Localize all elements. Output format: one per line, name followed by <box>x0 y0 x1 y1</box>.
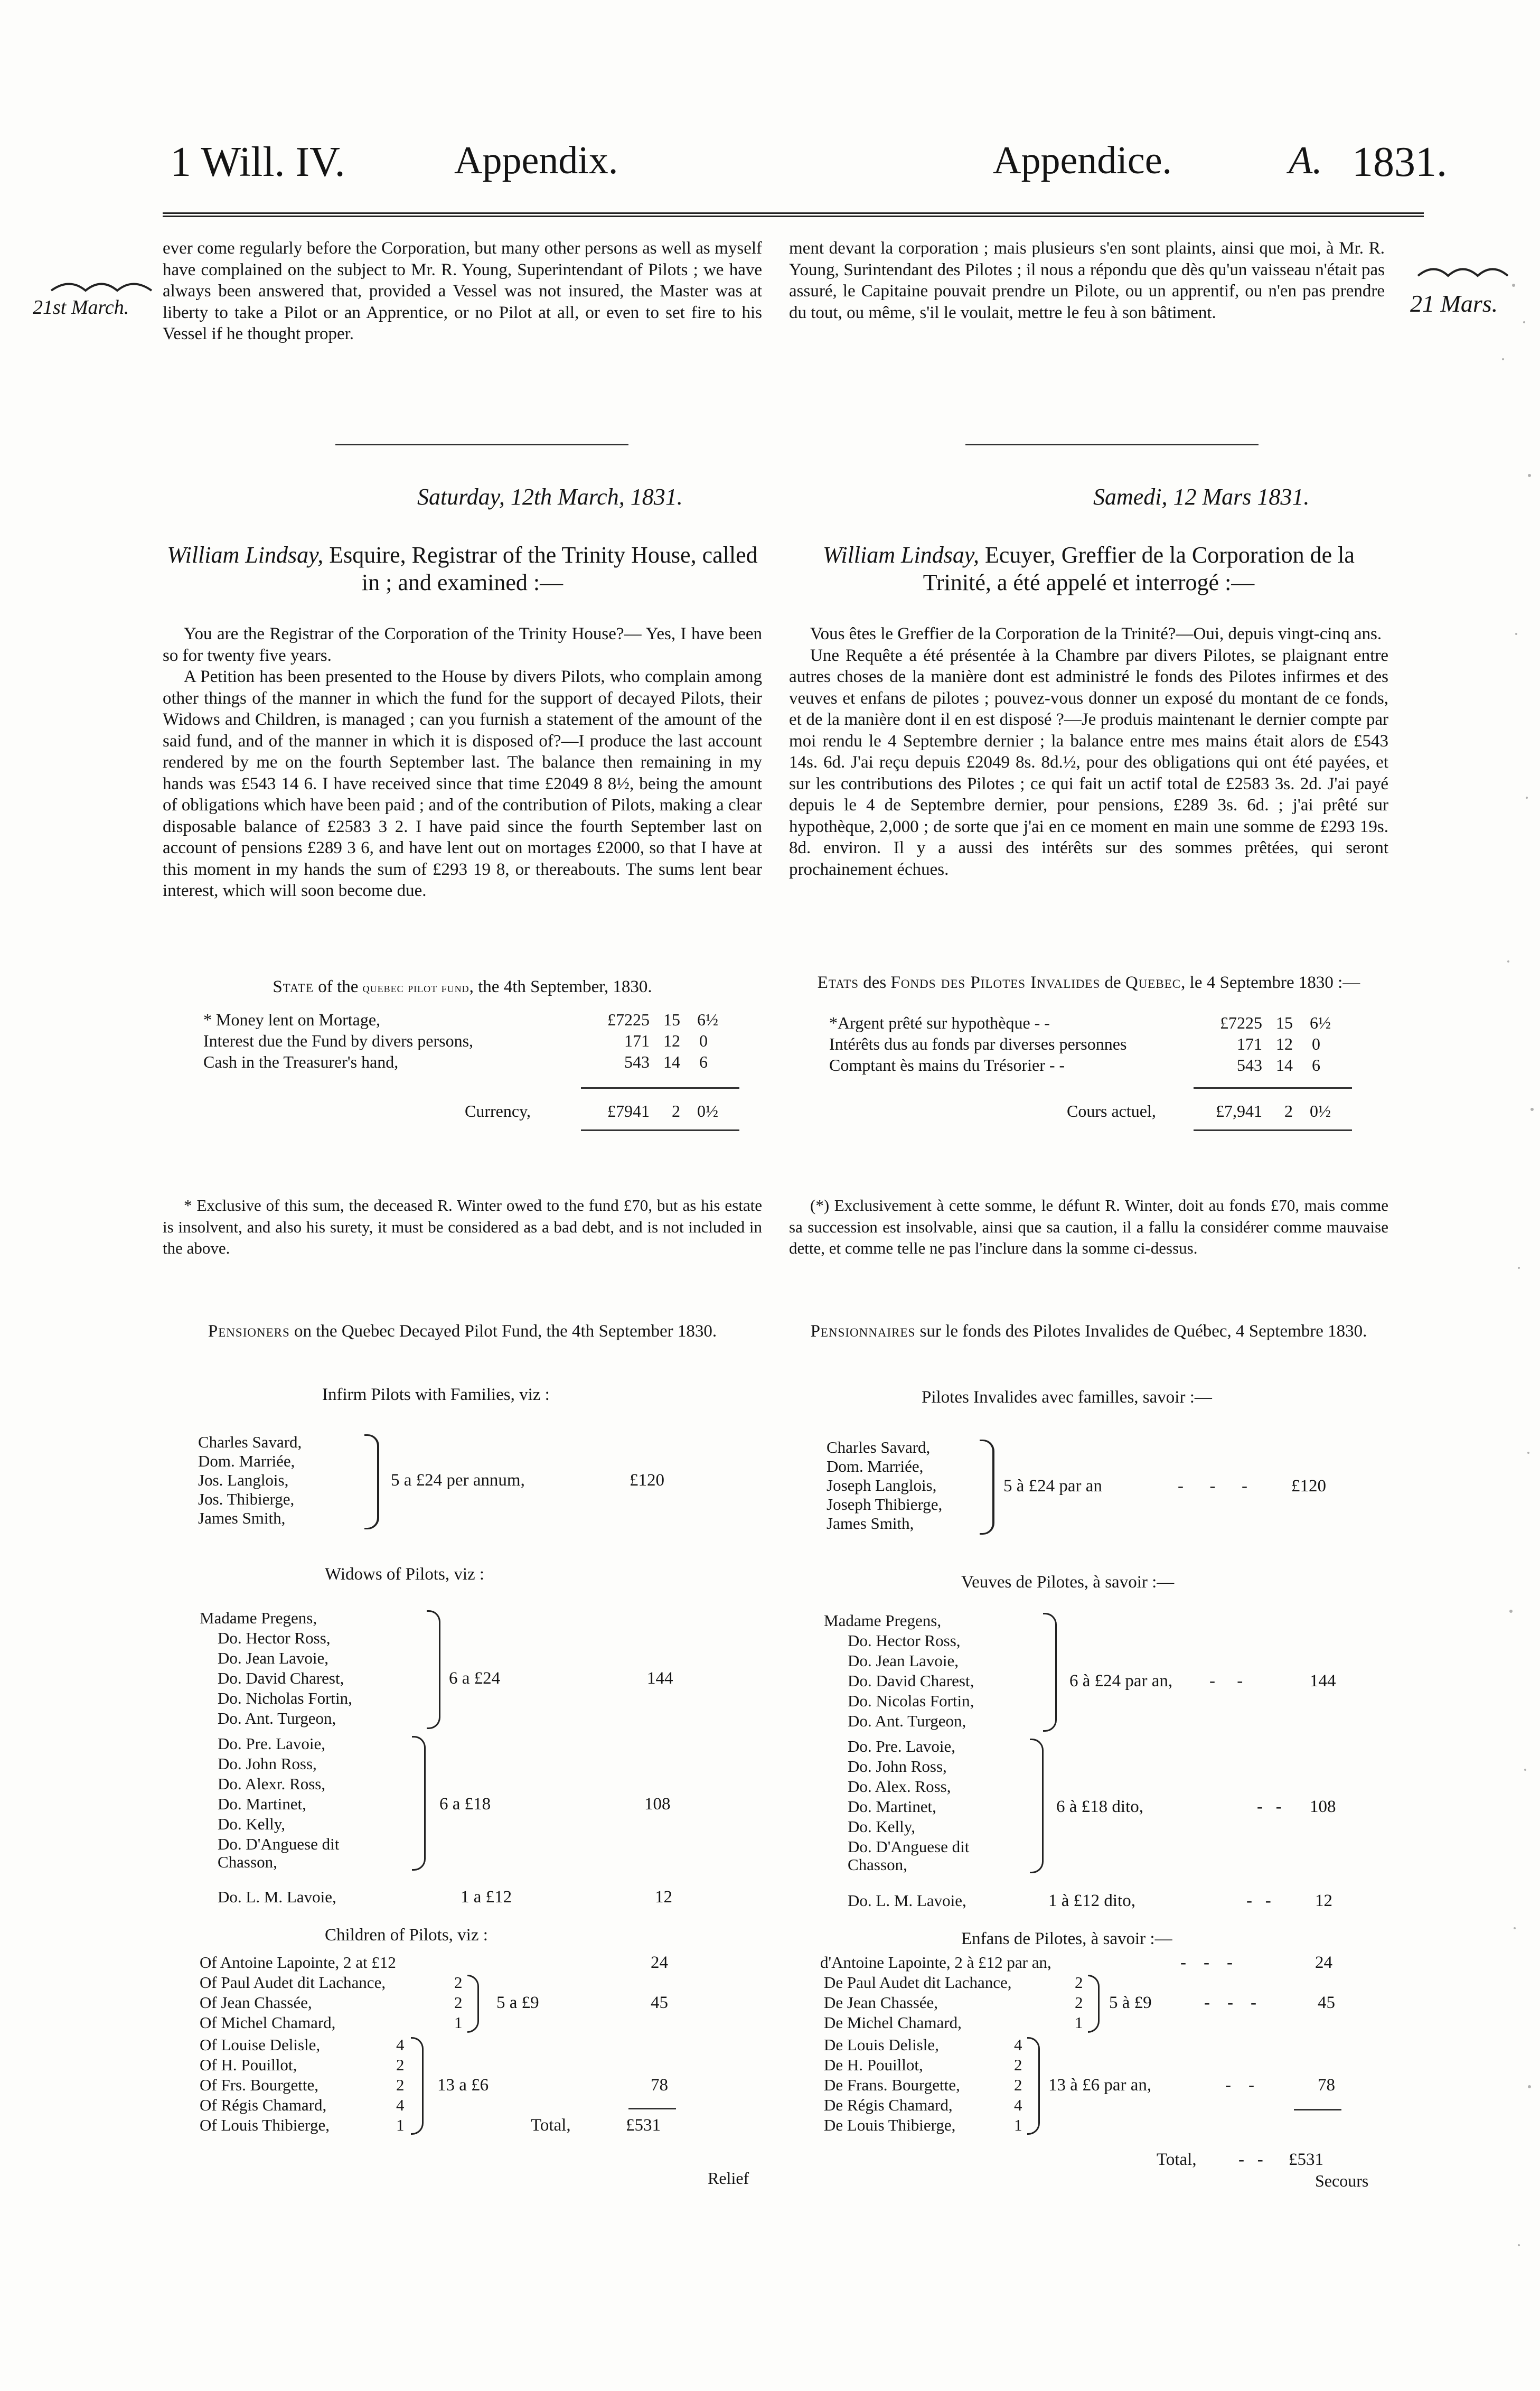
english-witness-description: Esquire, Registrar of the Trinity House, called in ; and examined :— <box>323 542 758 595</box>
english-widow-name: Do. Martinet, <box>218 1795 306 1813</box>
french-appendix-title: Appendice. <box>993 139 1172 182</box>
french-widow-name: Do. Nicolas Fortin, <box>848 1692 974 1710</box>
french-child-row-a: d'Antoine Lapointe, 2 à £12 par an, <box>820 1953 1051 1972</box>
english-widow-name: Do. Pre. Lavoie, <box>218 1734 326 1753</box>
french-pensioners-title-b: sur le fonds des Pilotes Invalides de Québec, 4 Septembre 1830. <box>915 1322 1367 1341</box>
english-fund-total-pounds: £7941 <box>607 1101 650 1120</box>
french-children-c-brace <box>1027 2037 1040 2135</box>
french-infirm-name: Joseph Langlois, <box>827 1476 937 1495</box>
english-child-count: 2 <box>454 1973 463 1992</box>
french-fund-title <box>789 972 1388 993</box>
french-fund-row-1-pounds: £7225 <box>1220 1013 1262 1032</box>
french-fund-row-2-pence: 0 <box>1312 1034 1320 1053</box>
french-widow-name: Do. Hector Ross, <box>848 1631 961 1650</box>
english-infirm-brace <box>364 1434 379 1529</box>
english-widows-b-total: 108 <box>644 1795 671 1814</box>
english-widow-name: Madame Pregens, <box>200 1609 317 1627</box>
french-infirm-name: Joseph Thibierge, <box>827 1495 943 1514</box>
french-widow-name: Do. Kelly, <box>848 1817 915 1836</box>
english-testimony <box>163 623 762 902</box>
english-widow-name: Do. Nicholas Fortin, <box>218 1689 352 1707</box>
english-child-count: 2 <box>396 2056 405 2074</box>
page-edge-speckle <box>1466 0 1540 2391</box>
english-fund-title-a: State <box>273 977 314 996</box>
french-widows-a-brace <box>1043 1613 1057 1732</box>
right-margin-date: 21 Mars. <box>1410 290 1498 317</box>
english-widow-name: Chasson, <box>218 1853 277 1871</box>
english-widow-name: Do. Jean Lavoie, <box>218 1649 329 1667</box>
english-fund-row-2-shillings: 12 <box>663 1031 680 1050</box>
english-children-c-brace <box>411 2037 424 2135</box>
english-grand-total: £531 <box>626 2116 661 2135</box>
french-child-count: 1 <box>1075 2013 1083 2032</box>
english-infirm-rate: 5 a £24 per annum, <box>391 1471 525 1490</box>
french-widow-name: Madame Pregens, <box>824 1611 942 1630</box>
french-infirm-rate: 5 à £24 par an <box>1003 1477 1102 1496</box>
english-infirm-name: Jos. Thibierge, <box>198 1490 295 1508</box>
french-child-name: De Frans. Bourgette, <box>824 2076 960 2094</box>
french-fund-total-shillings: 2 <box>1284 1101 1293 1120</box>
french-children-b-dashes: - - - <box>1204 1993 1256 2012</box>
english-appendix-title: Appendix. <box>454 139 618 182</box>
french-widow-name: Do. Alex. Ross, <box>848 1777 951 1796</box>
french-widows-c-rate: 1 à £12 dito, <box>1048 1891 1135 1910</box>
english-infirm-name: Charles Savard, <box>198 1433 302 1451</box>
french-fund-row-1-shillings: 15 <box>1276 1013 1293 1032</box>
english-fund-row-2-label: Interest due the Fund by divers persons, <box>203 1031 474 1050</box>
french-witness-description: Ecuyer, Greffier de la Corporation de la Trinité, a été appelé et interrogé :— <box>923 542 1355 595</box>
english-child-count: 4 <box>396 2096 405 2114</box>
french-child-count: 4 <box>1014 2096 1022 2114</box>
french-child-count: 2 <box>1014 2076 1022 2094</box>
english-widow-name: Do. Kelly, <box>218 1815 285 1833</box>
appendix-letter: A. <box>1289 139 1322 182</box>
session-header: 1 Will. IV. <box>170 139 345 185</box>
french-witness-heading <box>789 541 1388 596</box>
english-fund-row-1-pounds: £7225 <box>607 1010 650 1029</box>
english-fund-title-b: of the <box>314 977 363 996</box>
french-child-count: 2 <box>1075 1973 1083 1992</box>
english-widows-a-rate: 6 a £24 <box>449 1669 501 1688</box>
french-child-name: De Paul Audet dit Lachance, <box>824 1973 1012 1992</box>
english-child-name: Of H. Pouillot, <box>200 2056 297 2074</box>
french-widow-name: Do. Martinet, <box>848 1797 936 1816</box>
intro-french-text: ment devant la corporation ; mais plusieurs s'en sont plaints, ainsi que moi, à Mr. R. Young, Surintendant des Pilotes ; il nous a répondu que dès qu'un vaisseau n'était pas assuré, le Capitaine pouvait prendre un Pilote, ou un apprentif, ou n'en pas prendre du tout, ou même, s'il le voulait, mettre le feu à son bâtiment. <box>789 239 1385 322</box>
english-fund-title-d: , the 4th September, 1830. <box>469 977 652 996</box>
french-infirm-brace <box>980 1440 994 1535</box>
english-widows-a-total: 144 <box>647 1669 673 1688</box>
english-widow-name: Do. D'Anguese dit <box>218 1835 340 1853</box>
french-child-count: 2 <box>1014 2056 1022 2074</box>
french-infirm-dashes: - - - <box>1178 1477 1247 1496</box>
english-infirm-heading: Infirm Pilots with Families, viz : <box>322 1385 550 1404</box>
french-children-b-rate: 5 à £9 <box>1109 1993 1152 2012</box>
english-widows-heading: Widows of Pilots, viz : <box>325 1565 485 1584</box>
english-children-b-brace <box>467 1975 479 2033</box>
english-footnote-text: * Exclusive of this sum, the deceased R. Winter owed to the fund £70, but as his estate is insolvent, and also his surety, it must be considered as a bad debt, and is not included in the above. <box>163 1196 762 1257</box>
english-child-count: 1 <box>396 2116 405 2134</box>
english-widows-a-brace <box>427 1610 440 1729</box>
english-fund-row-2-pounds: 171 <box>624 1031 650 1050</box>
french-widow-name: Do. Pre. Lavoie, <box>848 1737 956 1755</box>
french-infirm-name: Dom. Marriée, <box>827 1457 924 1475</box>
header-year: 1831. <box>1352 139 1447 185</box>
english-children-heading: Children of Pilots, viz : <box>325 1926 488 1945</box>
section-rule-right <box>965 444 1259 445</box>
french-widow-name: Do. Jean Lavoie, <box>848 1651 959 1670</box>
english-fund-sum-rule <box>581 1087 739 1089</box>
english-child-name: Of Louis Thibierge, <box>200 2116 330 2134</box>
french-dateline: Samedi, 12 Mars 1831. <box>1093 484 1310 510</box>
french-child-count: 4 <box>1014 2035 1022 2054</box>
french-fund-sum-rule <box>1194 1087 1352 1089</box>
english-fund-row-1-label: * Money lent on Mortage, <box>203 1010 381 1029</box>
header-rule <box>163 212 1424 217</box>
left-margin-date: 21st March. <box>33 296 129 319</box>
french-widows-c-total: 12 <box>1315 1891 1332 1910</box>
english-widow-name: Do. David Charest, <box>218 1669 344 1687</box>
french-widow-name: Do. Ant. Turgeon, <box>848 1712 966 1730</box>
english-child-name: Of Louise Delisle, <box>200 2035 321 2054</box>
english-child-count: 1 <box>454 2013 463 2032</box>
french-pensioners-title-a: Pensionnaires <box>810 1322 916 1341</box>
french-fund-title-f: , le 4 Septembre 1830 :— <box>1181 973 1360 992</box>
english-infirm-name: Dom. Marriée, <box>198 1452 295 1470</box>
english-widows-b-brace <box>412 1736 426 1871</box>
intro-english <box>163 238 762 345</box>
french-fund-row-1-pence: 6½ <box>1310 1013 1331 1032</box>
french-fund-title-e: Quebec <box>1125 973 1181 992</box>
french-fund-row-2-pounds: 171 <box>1237 1034 1262 1053</box>
english-infirm-name: Jos. Langlois, <box>198 1471 289 1489</box>
english-pensioners-title <box>163 1321 762 1342</box>
english-children-c-total: 78 <box>651 2076 668 2095</box>
french-total-label: Total, <box>1157 2150 1197 2169</box>
english-widow-name: Do. L. M. Lavoie, <box>218 1888 336 1906</box>
french-child-a-total: 24 <box>1315 1953 1332 1972</box>
intro-french <box>789 238 1385 323</box>
french-children-b-total: 45 <box>1318 1993 1335 2012</box>
english-fund-row-1-pence: 6½ <box>697 1010 718 1029</box>
english-infirm-total: £120 <box>630 1471 664 1490</box>
english-fund-row-1-shillings: 15 <box>663 1010 680 1029</box>
english-widow-name: Do. John Ross, <box>218 1754 317 1773</box>
french-widows-b-total: 108 <box>1310 1797 1336 1816</box>
french-infirm-total: £120 <box>1291 1477 1326 1496</box>
french-fund-row-3-pence: 6 <box>1312 1056 1320 1075</box>
french-widow-name: Chasson, <box>848 1855 907 1874</box>
french-widows-b-rate: 6 à £18 dito, <box>1056 1797 1143 1816</box>
english-child-name: Of Paul Audet dit Lachance, <box>200 1973 386 1992</box>
english-widow-name: Do. Hector Ross, <box>218 1629 331 1647</box>
english-fund-row-3-pounds: 543 <box>624 1052 650 1071</box>
french-child-count: 1 <box>1014 2116 1022 2134</box>
english-child-count: 4 <box>396 2035 405 2054</box>
english-child-row-a: Of Antoine Lapointe, 2 at £12 <box>200 1953 396 1972</box>
french-fund-title-b: des <box>859 973 891 992</box>
french-fund-row-1-label: *Argent prêté sur hypothèque - - <box>829 1013 1050 1032</box>
french-total-dashes: - - <box>1238 2150 1263 2169</box>
french-widows-b-dashes: - - <box>1257 1797 1282 1816</box>
english-fund-title-c: quebec pilot fund <box>362 980 469 995</box>
english-fund-total-shillings: 2 <box>672 1101 680 1120</box>
english-footnote <box>163 1195 762 1259</box>
english-fund-row-2-pence: 0 <box>699 1031 708 1050</box>
english-child-name: Of Michel Chamard, <box>200 2013 336 2032</box>
intro-english-text: ever come regularly before the Corporation, but many other persons as well as myself have complained on the subject to Mr. R. Young, Superintendant of Pilots ; we have always been answered that, provided a Vessel was not insured, the Master was at liberty to take a Pilot or an Apprentice, or no Pilot at all, or even to set fire to his Vessel if he thought proper. <box>163 239 762 343</box>
french-child-name: De Louis Thibierge, <box>824 2116 956 2134</box>
english-children-total-rule <box>628 2108 676 2109</box>
french-widows-b-brace <box>1030 1739 1044 1873</box>
french-pensioners-title <box>789 1321 1388 1342</box>
french-child-a-dashes: - - - <box>1180 1953 1233 1972</box>
english-widow-name: Do. Ant. Turgeon, <box>218 1709 336 1727</box>
french-children-c-total: 78 <box>1318 2076 1335 2095</box>
french-fund-row-2-shillings: 12 <box>1276 1034 1293 1053</box>
french-widow-name: Do. D'Anguese dit <box>848 1837 970 1856</box>
french-fund-row-2-label: Intérêts dus au fonds par diverses personnes <box>829 1034 1127 1053</box>
english-widow-name: Do. Alexr. Ross, <box>218 1774 326 1793</box>
english-child-name: Of Frs. Bourgette, <box>200 2076 319 2094</box>
english-children-c-rate: 13 a £6 <box>437 2076 489 2095</box>
section-rule-left <box>335 444 628 445</box>
french-infirm-heading: Pilotes Invalides avec familles, savoir :— <box>922 1388 1212 1407</box>
english-pensioners-title-b: on the Quebec Decayed Pilot Fund, the 4th September 1830. <box>289 1322 717 1341</box>
french-widows-c-dashes: - - <box>1246 1891 1271 1910</box>
english-question-2: A Petition has been presented to the House by divers Pilots, who complain among other things of the manner in which the fund for the support of decayed Pilots, their Widows and Children, is managed ; can you furnish a statement of the amount of the said fund, and of the manner in which it is disposed of?—I produce the last account rendered by me on the fourth September last. The balance then remaining in my hands was £543 14 6. I have received since that time £2049 8 8½, being the amount of obligations which have been paid ; and of the contribution of Pilots, making a clear disposable balance of £2583 3 2. I have paid since the fourth September last on account of pensions £289 3 6, and have lent out on mortages £2000, so that I have at this moment in my hands the sum of £293 19 8, or thereabouts. The sums lent bear interest, which will soon become due. <box>163 667 762 900</box>
english-pensioners-title-a: Pensioners <box>208 1322 290 1341</box>
french-fund-row-3-pounds: 543 <box>1237 1056 1262 1075</box>
french-widows-a-dashes: - - <box>1209 1671 1243 1690</box>
french-child-name: De Régis Chamard, <box>824 2096 953 2114</box>
french-widows-a-rate: 6 à £24 par an, <box>1069 1671 1173 1690</box>
english-fund-total-pence: 0½ <box>697 1101 718 1120</box>
french-fund-total-pounds: £7,941 <box>1216 1101 1262 1120</box>
french-fund-row-3-shillings: 14 <box>1276 1056 1293 1075</box>
french-child-name: De Michel Chamard, <box>824 2013 962 2032</box>
english-catchword: Relief <box>708 2169 749 2188</box>
english-widows-c-rate: 1 a £12 <box>461 1888 512 1907</box>
french-fund-total-label: Cours actuel, <box>1067 1101 1156 1120</box>
french-child-count: 2 <box>1075 1993 1083 2012</box>
english-widows-b-rate: 6 a £18 <box>439 1795 491 1814</box>
french-widows-a-total: 144 <box>1310 1671 1336 1690</box>
french-testimony <box>789 623 1388 880</box>
french-fund-total-pence: 0½ <box>1310 1101 1331 1120</box>
french-child-name: De Louis Delisle, <box>824 2035 939 2054</box>
english-witness-name: William Lindsay, <box>167 542 324 568</box>
french-question-2: Une Requête a été présentée à la Chambre par divers Pilotes, se plaignant entre autres choses de la manière dont est administré le fonds des Pilotes infirmes et des veuves et enfans de pilotes ; pouvez-vous donner un exposé du montant de ce fonds, et de la manière dont il en est disposé ?—Je produis maintenant le dernier compte par moi rendu le 4 Septembre dernier ; la balance entre mes mains était alors de £543 14s. 6d. J'ai reçu depuis £2049 8s. 8d.½, pour des obligations qui ont été payées, et sur les contributions des Pilotes ; ce qui fait un actif total de £2583 3s. 2d. J'ai payé depuis le 4 de Septembre dernier, pour pensions, £289 3s. 6d. ; j'ai prêté sur hypothèque, 2,000 ; de sorte que j'ai en ce moment en main une somme de £293 19s. 8d. environ. Il y a aussi des intérêts sur des sommes prêtées, qui seront prochainement échues. <box>789 646 1388 879</box>
french-children-heading: Enfans de Pilotes, à savoir :— <box>961 1929 1172 1948</box>
english-question-1: You are the Registrar of the Corporation of the Trinity House?— Yes, I have been so for twenty five years. <box>163 624 762 665</box>
french-footnote <box>789 1195 1388 1259</box>
french-fund-title-a: Etats <box>817 973 859 992</box>
english-infirm-name: James Smith, <box>198 1509 286 1527</box>
english-fund-total-rule <box>581 1129 739 1131</box>
english-total-label: Total, <box>531 2116 571 2135</box>
french-child-name: De H. Pouillot, <box>824 2056 923 2074</box>
english-widows-c-total: 12 <box>655 1888 672 1907</box>
french-child-name: De Jean Chassée, <box>824 1993 938 2012</box>
french-footnote-text: (*) Exclusivement à cette somme, le défunt R. Winter, doit au fonds £70, mais comme sa succession est insolvable, ainsi que sa caution, il a fallu la considérer comme mauvaise dette, et comme telle ne pas l'inclure dans la somme ci-dessus. <box>789 1196 1388 1257</box>
english-fund-total-label: Currency, <box>465 1101 531 1120</box>
french-witness-name: William Lindsay, <box>823 542 979 568</box>
french-widow-name: Do. L. M. Lavoie, <box>848 1891 966 1910</box>
english-dateline: Saturday, 12th March, 1831. <box>417 484 683 510</box>
french-grand-total: £531 <box>1289 2150 1323 2169</box>
french-fund-row-3-label: Comptant ès mains du Trésorier - - <box>829 1056 1065 1075</box>
french-children-c-dashes: - - <box>1225 2076 1254 2095</box>
french-widow-name: Do. John Ross, <box>848 1757 947 1776</box>
french-children-b-brace <box>1088 1975 1100 2033</box>
english-fund-row-3-label: Cash in the Treasurer's hand, <box>203 1052 399 1071</box>
english-fund-title <box>163 976 762 998</box>
left-margin-flourish <box>49 275 154 296</box>
french-catchword: Secours <box>1315 2171 1369 2190</box>
french-fund-total-rule <box>1194 1129 1352 1131</box>
french-infirm-name: James Smith, <box>827 1514 914 1533</box>
french-fund-title-d: de <box>1100 973 1125 992</box>
french-children-total-rule <box>1294 2109 1341 2110</box>
english-child-count: 2 <box>396 2076 405 2094</box>
french-question-1: Vous êtes le Greffier de la Corporation de la Trinité?—Oui, depuis vingt-cinq ans. <box>810 624 1382 643</box>
english-fund-row-3-shillings: 14 <box>663 1052 680 1071</box>
english-child-count: 2 <box>454 1993 463 2012</box>
french-infirm-name: Charles Savard, <box>827 1438 931 1456</box>
english-fund-row-3-pence: 6 <box>699 1052 708 1071</box>
english-child-name: Of Jean Chassée, <box>200 1993 312 2012</box>
english-child-a-total: 24 <box>651 1953 668 1972</box>
english-child-name: Of Régis Chamard, <box>200 2096 327 2114</box>
french-fund-title-c: Fonds des Pilotes Invalides <box>890 973 1101 992</box>
english-children-b-total: 45 <box>651 1993 668 2012</box>
french-widow-name: Do. David Charest, <box>848 1671 974 1690</box>
french-widows-heading: Veuves de Pilotes, à savoir :— <box>961 1573 1175 1592</box>
english-witness-heading <box>163 541 762 596</box>
french-children-c-rate: 13 à £6 par an, <box>1048 2076 1152 2095</box>
english-children-b-rate: 5 a £9 <box>496 1993 539 2012</box>
